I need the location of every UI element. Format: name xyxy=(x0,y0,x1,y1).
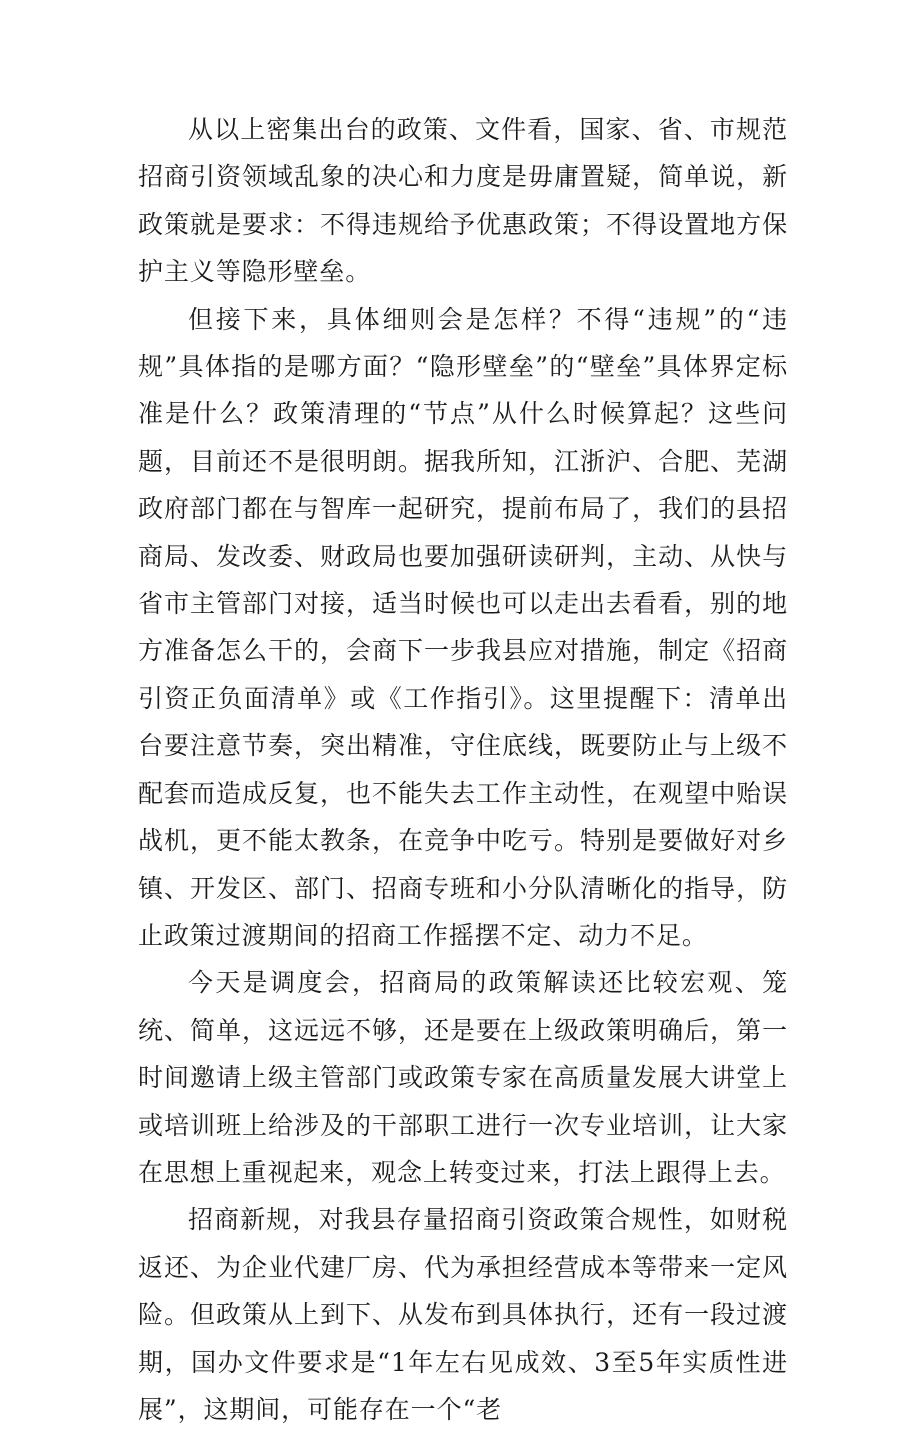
document-body xyxy=(138,106,788,1433)
paragraph-2: 但接下来，具体细则会是怎样？不得“违规”的“违规”具体指的是哪方面？“隐形壁垒”的“壁垒”具体界定标准是什么？政策清理的“节点”从什么时候算起？这些问题，目前还不是很明朗。据我所知，江浙沪、合肥、芜湖政府部门都在与智库一起研究，提前布局了，我们的县招商局、发改委、财政局也要加强研读研判，主动、从快与省市主管部门对接，适当时候也可以走出去看看，别的地方准备怎么干的，会商下一步我县应对措施，制定《招商引资正负面清单》或《工作指引》。这里提醒下：清单出台要注意节奏，突出精准，守住底线，既要防止与上级不配套而造成反复，也不能失去工作主动性，在观望中贻误战机，更不能太教条，在竞争中吃亏。特别是要做好对乡镇、开发区、部门、招商专班和小分队清晰化的指导，防止政策过渡期间的招商工作摇摆不定、动力不足。 xyxy=(138,304,788,950)
paragraph-3: 今天是调度会，招商局的政策解读还比较宏观、笼统、简单，这远远不够，还是要在上级政策明确后，第一时间邀请上级主管部门或政策专家在高质量发展大讲堂上或培训班上给涉及的干部职工进行一次专业培训，让大家在思想上重视起来，观念上转变过来，打法上跟得上去。 xyxy=(138,968,788,1187)
paragraph-1: 从以上密集出台的政策、文件看，国家、省、市规范招商引资领域乱象的决心和力度是毋庸置疑，简单说，新政策就是要求：不得违规给予优惠政策；不得设置地方保护主义等隐形壁垒。 xyxy=(138,115,788,287)
paragraph-4: 招商新规，对我县存量招商引资政策合规性，如财税返还、为企业代建厂房、代为承担经营成本等带来一定风险。但政策从上到下、从发布到具体执行，还有一段过渡期，国办文件要求是“1年左右见成效、3至5年实质性进展”，这期间，可能存在一个“老 xyxy=(138,1205,788,1424)
